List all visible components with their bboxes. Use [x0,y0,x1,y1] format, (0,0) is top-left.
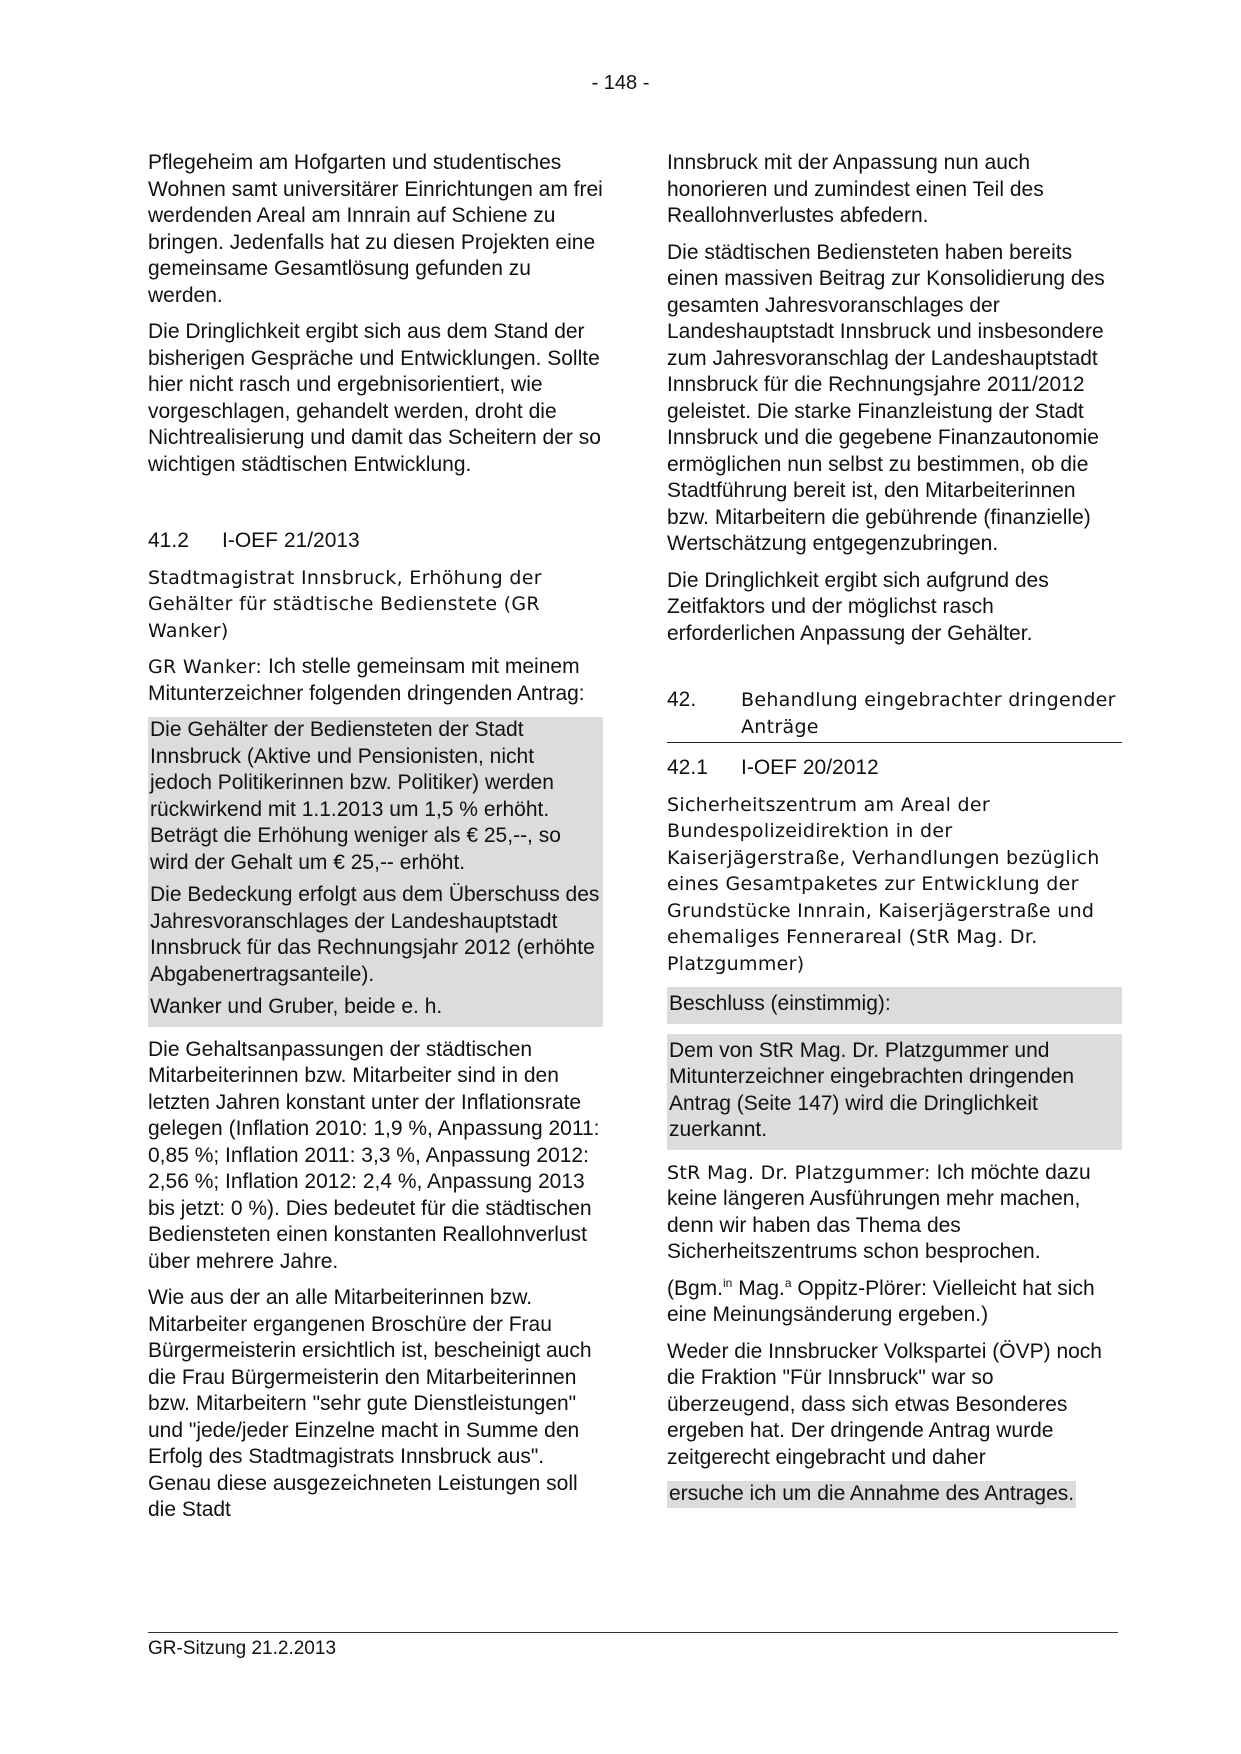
subsection-title: Sicherheitszentrum am Areal der Bundespolizeidirektion in der Kaiserjägerstraße, Verhandlungen bezüglich eines Gesamtpaketes zur Entwicklung der Grundstücke Innrain, Kaiserjägerstraße und ehemaliges Fennerareal (StR Mag. Dr. Platzgummer) [667,793,1100,975]
right-paragraph-4: Weder die Innsbrucker Volkspartei (ÖVP) noch die Fraktion "Für Innsbruck" war so überzeugend, dass sich etwas Besonderes ergeben hat. Der dringende Antrag wurde zeitgerecht eingebracht und daher [667,1339,1102,1469]
right-paragraph-2: Die städtischen Bediensteten haben bereits einen massiven Beitrag zur Konsolidierung des gesamten Jahresvoranschlages der Landeshauptstadt Innsbruck und insbesondere zum Jahresvoranschlag der Landeshauptstadt Innsbruck für die Rechnungsjahre 2011/2012 geleistet. Die starke Finanzleistung der Stadt Innsbruck und die gegebene Finanzautonomie ermöglichen nun selbst zu bestimmen, ob die Stadtführung bereit ist, den Mitarbeiterinnen bzw. Mitarbeitern die gebührende (finanzielle) Wertschätzung entgegenzubringen. [667,240,1105,555]
right-paragraph-1: Innsbruck mit der Anpassung nun auch honorieren und zumindest einen Teil des Reallohnverlustes abfedern. [667,151,1044,227]
left-paragraph-1: Pflegeheim am Hofgarten und studentisches Wohnen samt universitärer Einrichtungen am frei werdenden Areal am Innrain auf Schiene zu bringen. Jedenfalls hat zu diesen Projekten eine gemeinsame Gesamtlösung gefunden zu werden. [148,151,603,307]
left-paragraph-4: Wie aus der an alle Mitarbeiterinnen bzw. Mitarbeiter ergangenen Broschüre der Frau Bürgermeisterin ersichtlich ist, bescheinigt auch die Frau Bürgermeisterin den Mitarbeiterinnen bzw. Mitarbeitern "sehr gute Dienstleistungen" und "jede/jeder Einzelne macht in Summe den Erfolg des Stadtmagistrats Innsbruck aus". Genau diese ausgezeichneten Leistungen soll die Stadt [148,1286,592,1521]
motion-signers: Wanker und Gruber, beide e. h. [150,995,443,1018]
left-paragraph-2: Die Dringlichkeit ergibt sich aus dem Stand der bisherigen Gespräche und Entwicklungen. Sollte hier nicht rasch und ergebnisorientiert, wie vorgeschlagen, gehandelt werden, droht die Nichtrealisierung und damit das Scheitern der so wichtigen städtischen Entwicklung. [148,320,601,476]
motion-paragraph-2: Die Bedeckung erfolgt aus dem Überschuss des Jahresvoranschlages der Landeshauptstadt Innsbruck für das Rechnungsjahr 2012 (erhöhte Abgabenertragsanteile). [150,883,600,986]
speaker-name: StR Mag. Dr. Platzgummer: [667,1161,931,1184]
subsection-number: 42.1 [667,756,708,779]
resolution-text: Dem von StR Mag. Dr. Platzgummer und Mitunterzeichner eingebrachten dringenden Antrag (Seite 147) wird die Dringlichkeit zuerkannt. [669,1038,1075,1141]
section-number: 42. [667,688,697,711]
subsection-code: I-OEF 20/2012 [741,756,879,779]
motion-paragraph-1: Die Gehälter der Bediensteten der Stadt Innsbruck (Aktive und Pensionisten, nicht jedoch Politikerinnen bzw. Politiker) werden rückwirkend mit 1.1.2013 um 1,5 % erhöht. Beträgt die Erhöhung weniger als € 25,--, so wird der Gehalt um € 25,-- erhöht. [150,718,561,874]
section-title: Stadtmagistrat Innsbruck, Erhöhung der Gehälter für städtische Bedienstete (GR Wanker) [148,566,542,642]
left-paragraph-3: Die Gehaltsanpassungen der städtischen Mitarbeiterinnen bzw. Mitarbeiter sind in den letzten Jahren konstant unter der Inflationsrate gelegen (Inflation 2010: 1,9 %, Anpassung 2011: 0,85 %; Inflation 2011: 3,3 %, Anpassung 2012: 2,56 %; Inflation 2012: 2,4 %, Anpassung 2013 bis jetzt: 0 %). Dies bedeutet für die städtischen Bediensteten einen konstanten Reallohnverlust über mehrere Jahre. [148,1037,600,1273]
closing-request-box [667,1481,1076,1508]
page-number: - 148 - [591,72,650,94]
speaker-name: GR Wanker: [148,656,263,678]
speaker-statement [148,654,603,707]
motion-box [148,717,603,1027]
speaker-text: Ich stelle gemeinsam mit meinem Mitunterzeichner folgenden dringenden Antrag: [148,655,585,705]
speaker-statement [667,1160,1122,1266]
section-code: I-OEF 21/2013 [222,529,360,552]
section-number: 41.2 [148,529,189,552]
resolution-box [667,987,1122,1024]
resolution-text-box [667,1034,1122,1150]
speaker-text: Ich möchte dazu keine längeren Ausführungen mehr machen, denn wir haben das Thema des Sicherheitszentrums schon besprochen. [667,1160,1091,1263]
section-41-2-heading [148,528,603,555]
left-column [148,150,603,1534]
footer-rule [148,1632,1118,1633]
right-paragraph-3: Die Dringlichkeit ergibt sich aufgrund des Zeitfaktors und der möglichst rasch erforderlichen Anpassung der Gehälter. [667,568,1049,645]
footer-session-date: GR-Sitzung 21.2.2013 [148,1638,337,1659]
section-42-heading [667,687,1122,743]
section-42-1-heading [667,755,1122,782]
interjection: (Bgm.$^{in}$ Mag.$^a$ Oppitz-Plörer: Vielleicht hat sich eine Meinungsänderung ergeben.) [667,1275,1095,1326]
resolution-label: Beschluss (einstimmig): [669,992,891,1015]
section-title: Behandlung eingebrachter dringender Anträge [741,689,1116,738]
right-column [667,150,1122,1508]
closing-request: ersuche ich um die Annahme des Antrages. [669,1482,1075,1505]
